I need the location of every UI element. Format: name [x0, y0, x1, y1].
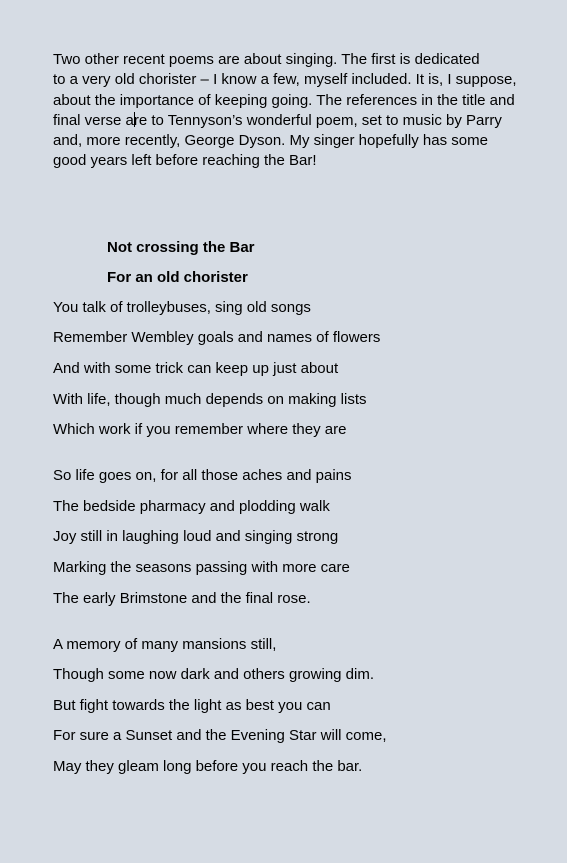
verse-line: Joy still in laughing loud and singing strong — [53, 528, 339, 546]
verse-line: Which work if you remember where they are — [53, 421, 347, 439]
poem-stanza-2 — [53, 468, 543, 605]
intro-paragraph — [53, 50, 543, 172]
verse-line: Marking the seasons passing with more care — [53, 558, 350, 576]
verse-line: A memory of many mansions still, — [53, 635, 277, 653]
intro-line-before-cursor: final verse a — [53, 111, 134, 129]
verse-line: So life goes on, for all those aches and pains — [53, 467, 352, 485]
intro-line-after-cursor: re to Tennyson’s wonderful poem, set to music by Parry — [133, 111, 502, 129]
intro-line: and, more recently, George Dyson. My singer hopefully has some — [53, 132, 488, 150]
verse-line: May they gleam long before you reach the bar. — [53, 757, 363, 775]
document-body — [53, 50, 543, 774]
intro-line: good years left before reaching the Bar! — [53, 152, 317, 170]
intro-line-with-cursor[interactable] — [53, 111, 543, 131]
verse-line: You talk of trolleybuses, sing old songs — [53, 298, 311, 316]
poem-stanza-1 — [53, 300, 543, 437]
verse-line: And with some trick can keep up just about — [53, 359, 339, 377]
poem-heading — [53, 240, 543, 285]
poem-title: Not crossing the Bar — [107, 238, 255, 256]
verse-line: Remember Wembley goals and names of flowers — [53, 329, 381, 347]
verse-line: But fight towards the light as best you can — [53, 696, 331, 714]
verse-line: Though some now dark and others growing dim. — [53, 666, 375, 684]
verse-line: The early Brimstone and the final rose. — [53, 589, 311, 607]
intro-line: to a very old chorister – I know a few, myself included. It is, I suppose, — [53, 71, 517, 89]
poem-dedication: For an old chorister — [107, 268, 248, 286]
verse-line: For sure a Sunset and the Evening Star will come, — [53, 727, 387, 745]
intro-line: about the importance of keeping going. The references in the title and — [53, 91, 515, 109]
intro-line: Two other recent poems are about singing. The first is dedicated — [53, 51, 480, 68]
verse-line: With life, though much depends on making lists — [53, 390, 367, 408]
verse-line: The bedside pharmacy and plodding walk — [53, 497, 330, 515]
poem-stanza-3 — [53, 637, 543, 774]
